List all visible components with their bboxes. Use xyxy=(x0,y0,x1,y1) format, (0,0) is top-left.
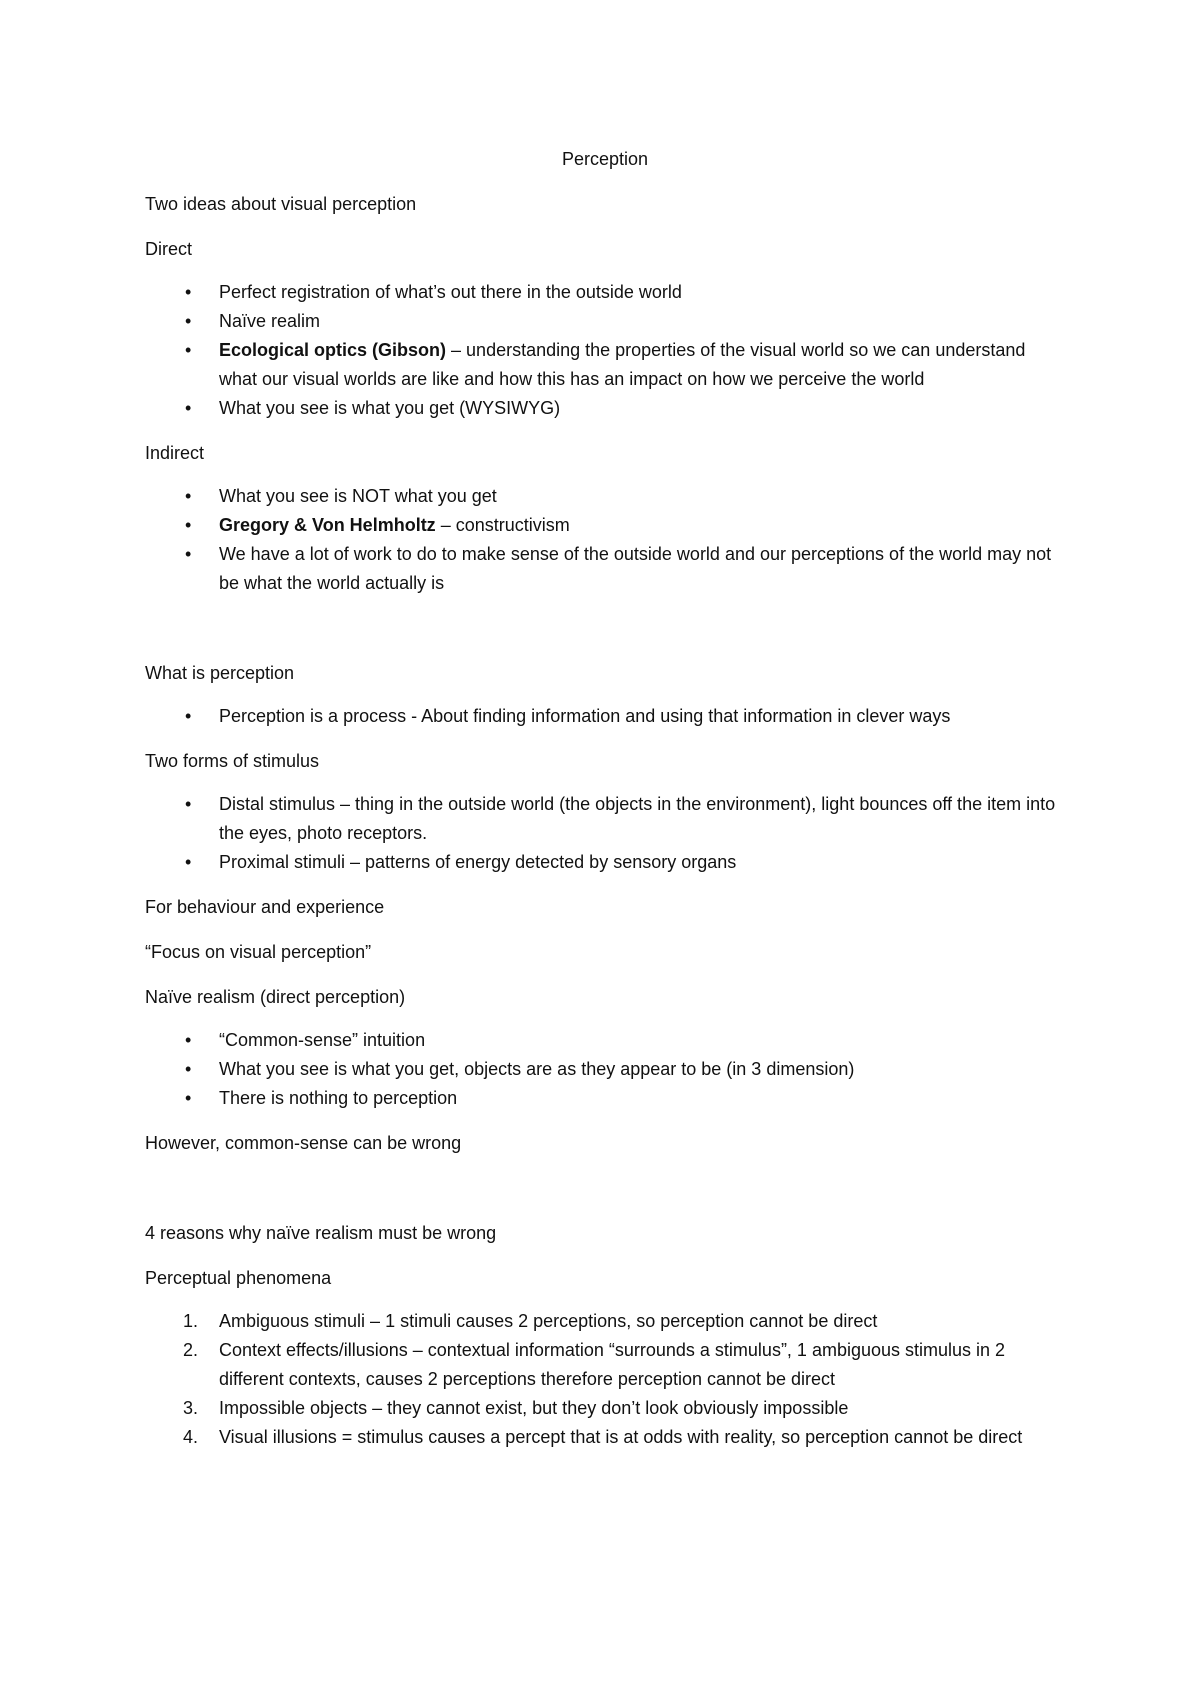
list-number: 3. xyxy=(183,1398,199,1418)
bullet-icon: • xyxy=(185,398,192,418)
list-number: 2. xyxy=(183,1340,199,1360)
list-item-text: “Common-sense” intuition xyxy=(219,1030,426,1050)
bullet-icon: • xyxy=(185,311,192,331)
indirect-list xyxy=(145,482,1065,598)
reasons-heading: 4 reasons why naïve realism must be wrong xyxy=(145,1223,497,1243)
stimulus-list xyxy=(145,790,1065,877)
list-item-text: – constructivism xyxy=(435,515,570,535)
list-item xyxy=(145,540,1065,598)
list-item xyxy=(145,1055,1065,1084)
list-item-text: What you see is NOT what you get xyxy=(219,486,497,506)
naive-list xyxy=(145,1026,1065,1113)
bullet-icon: • xyxy=(185,794,192,814)
list-item-text: Ambiguous stimuli – 1 stimuli causes 2 perceptions, so perception cannot be direct xyxy=(219,1311,878,1331)
bullet-icon: • xyxy=(185,282,192,302)
list-number: 4. xyxy=(183,1427,199,1447)
list-item-text: – understanding the properties of the visual world so we can understand what our visual worlds are like and how this has an impact on how we perceive the world xyxy=(219,340,1026,389)
list-item-text: What you see is what you get (WYSIWYG) xyxy=(219,398,561,418)
intro-heading: Two ideas about visual perception xyxy=(145,194,417,214)
indirect-heading: Indirect xyxy=(145,443,205,463)
list-item-text: Distal stimulus – thing in the outside world (the objects in the environment), light bounces off the item into the eyes, photo receptors. xyxy=(219,794,1056,843)
document-page xyxy=(145,145,1065,1468)
list-item-text: What you see is what you get, objects are as they appear to be (in 3 dimension) xyxy=(219,1059,855,1079)
list-item-text: Perception is a process - About finding information and using that information in clever ways xyxy=(219,706,951,726)
bullet-icon: • xyxy=(185,1030,192,1050)
list-item xyxy=(145,278,1065,307)
bullet-icon: • xyxy=(185,1088,192,1108)
list-item xyxy=(145,848,1065,877)
phenomena-heading: Perceptual phenomena xyxy=(145,1268,332,1288)
document-title: Perception xyxy=(561,149,649,169)
list-item-text: Perfect registration of what’s out there in the outside world xyxy=(219,282,682,302)
list-item xyxy=(145,394,1065,423)
bullet-icon: • xyxy=(185,340,192,360)
list-item xyxy=(145,307,1065,336)
list-item xyxy=(145,1423,1065,1452)
bullet-icon: • xyxy=(185,1059,192,1079)
behaviour-line: For behaviour and experience xyxy=(145,897,385,917)
what-is-heading: What is perception xyxy=(145,663,295,683)
list-item xyxy=(145,790,1065,848)
phenomena-list xyxy=(145,1307,1065,1452)
section-spacer xyxy=(145,614,1065,659)
list-item xyxy=(145,1307,1065,1336)
bullet-icon: • xyxy=(185,544,192,564)
naive-heading: Naïve realism (direct perception) xyxy=(145,987,406,1007)
direct-list xyxy=(145,278,1065,423)
stimulus-heading: Two forms of stimulus xyxy=(145,751,320,771)
list-item-text: Visual illusions = stimulus causes a percept that is at odds with reality, so perception cannot be direct xyxy=(219,1427,1023,1447)
bullet-icon: • xyxy=(185,706,192,726)
what-is-list xyxy=(145,702,1065,731)
list-item xyxy=(145,1026,1065,1055)
bullet-icon: • xyxy=(185,486,192,506)
list-item xyxy=(145,1394,1065,1423)
however-line: However, common-sense can be wrong xyxy=(145,1133,462,1153)
list-item-text: Context effects/illusions – contextual information “surrounds a stimulus”, 1 ambiguous stimulus in 2 different contexts, causes 2 perceptions therefore perception cannot be direct xyxy=(219,1340,1006,1389)
bullet-icon: • xyxy=(185,852,192,872)
list-item xyxy=(145,1336,1065,1394)
list-item xyxy=(145,1084,1065,1113)
list-item-text: Naïve realim xyxy=(219,311,321,331)
direct-heading: Direct xyxy=(145,239,193,259)
list-item xyxy=(145,482,1065,511)
focus-line: “Focus on visual perception” xyxy=(145,942,372,962)
list-item xyxy=(145,702,1065,731)
section-spacer xyxy=(145,1174,1065,1219)
list-item-text: We have a lot of work to do to make sense of the outside world and our perceptions of the world may not be what the world actually is xyxy=(219,544,1052,593)
list-item-bold: Ecological optics (Gibson) xyxy=(219,340,447,360)
bullet-icon: • xyxy=(185,515,192,535)
list-number: 1. xyxy=(183,1311,199,1331)
list-item-bold: Gregory & Von Helmholtz xyxy=(219,515,436,535)
list-item-text: Proximal stimuli – patterns of energy detected by sensory organs xyxy=(219,852,737,872)
list-item xyxy=(145,336,1065,394)
list-item-text: Impossible objects – they cannot exist, but they don’t look obviously impossible xyxy=(219,1398,849,1418)
list-item-text: There is nothing to perception xyxy=(219,1088,458,1108)
list-item xyxy=(145,511,1065,540)
